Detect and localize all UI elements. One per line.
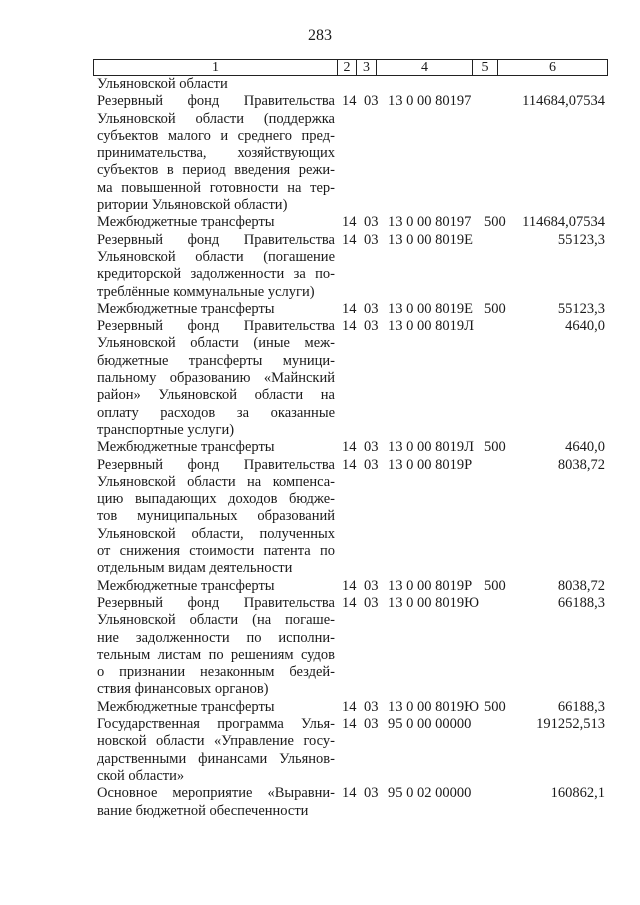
- target-article-code: 13 0 00 8019Л: [388, 439, 474, 456]
- section-code: 14: [342, 300, 357, 317]
- row-description: [97, 301, 335, 318]
- description-line: Межбюджетные трансферты: [97, 577, 275, 594]
- row-description: [97, 578, 335, 595]
- section-code: 14: [342, 716, 357, 733]
- subsection-code: 03: [364, 698, 379, 715]
- description-line: Резервный фонд Правительства: [97, 231, 335, 248]
- amount: 55123,3: [557, 231, 605, 248]
- row-description: [97, 699, 335, 716]
- row-description: [97, 595, 335, 699]
- description-line: Ульяновской области (на погаше-: [97, 612, 335, 629]
- target-article-code: 13 0 00 8019Р: [388, 456, 473, 473]
- column-header-5: 5: [473, 60, 498, 76]
- description-line: Межбюджетные трансферты: [97, 214, 275, 231]
- description-line: тельным листам по решениям судов: [97, 646, 335, 663]
- target-article-code: 13 0 00 8019Ю: [388, 595, 480, 611]
- column-header-6: 6: [498, 60, 608, 76]
- row-description: [97, 232, 335, 301]
- section-code: 14: [342, 456, 357, 473]
- subsection-code: 03: [364, 93, 379, 110]
- target-article-code: 13 0 00 80197: [388, 214, 472, 231]
- target-article-code: 13 0 00 8019Ю: [388, 698, 480, 715]
- description-line: ской области»: [97, 767, 185, 784]
- row-description: [97, 785, 335, 820]
- description-line: субъектов малого и среднего пред-: [97, 127, 335, 144]
- description-line: Ульяновской области (иные меж-: [97, 335, 335, 352]
- description-line: Основное мероприятие «Выравни-: [97, 785, 335, 802]
- amount: 160862,1: [550, 785, 605, 802]
- target-article-code: 13 0 00 8019Е: [388, 300, 473, 317]
- description-line: Ульяновской области (погашение: [97, 248, 335, 265]
- expense-type-code: 500: [484, 214, 506, 231]
- description-line: пальному образованию «Майнский: [97, 370, 335, 387]
- amount: 66188,3: [557, 698, 605, 715]
- description-line: субъектов в период введения режи-: [97, 162, 335, 179]
- subsection-code: 03: [364, 785, 379, 802]
- row-description: [97, 93, 335, 214]
- description-line: кредиторской задолженности за по-: [97, 266, 335, 283]
- description-line: от снижения стоимости патента по: [97, 543, 335, 560]
- amount: 4640,0: [565, 318, 605, 335]
- row-description: [97, 439, 335, 456]
- description-line: Резервный фонд Правительства: [97, 93, 335, 110]
- row-description: [97, 716, 335, 785]
- amount: 114684,07534: [522, 93, 605, 110]
- section-code: 14: [342, 214, 357, 231]
- expense-type-code: 500: [484, 698, 506, 715]
- row-description: [97, 76, 335, 93]
- subsection-code: 03: [364, 231, 379, 248]
- row-description: [97, 214, 335, 231]
- expense-type-code: 500: [484, 439, 506, 456]
- column-header-3: 3: [357, 60, 377, 76]
- description-line: Ульяновской области: [97, 76, 228, 92]
- subsection-code: 03: [364, 439, 379, 456]
- description-line: район» Ульяновской области на: [97, 387, 335, 404]
- column-header-1: 1: [94, 60, 338, 76]
- section-code: 14: [342, 93, 357, 110]
- column-header-table: [93, 59, 608, 76]
- column-header-4: 4: [377, 60, 473, 76]
- description-line: цию выпадающих доходов бюдже-: [97, 491, 335, 508]
- page-number: 283: [308, 27, 332, 44]
- row-description: [97, 457, 335, 578]
- description-line: Межбюджетные трансферты: [97, 439, 275, 456]
- amount: 66188,3: [557, 595, 605, 611]
- description-line: новской области «Управление госу-: [97, 733, 335, 750]
- amount: 114684,07534: [522, 214, 605, 231]
- description-line: Резервный фонд Правительства: [97, 456, 335, 473]
- description-line: Межбюджетные трансферты: [97, 300, 275, 317]
- section-code: 14: [342, 318, 357, 335]
- amount: 8038,72: [557, 456, 605, 473]
- description-line: тов муниципальных образований: [97, 508, 335, 525]
- description-line: ствия финансовых органов): [97, 681, 269, 698]
- description-line: ритории Ульяновской области): [97, 197, 288, 214]
- description-line: принимательства, хозяйствующих: [97, 145, 335, 162]
- section-code: 14: [342, 785, 357, 802]
- description-line: Межбюджетные трансферты: [97, 698, 275, 715]
- description-line: вание бюджетной обеспеченности: [97, 802, 309, 819]
- description-line: Резервный фонд Правительства: [97, 318, 335, 335]
- expense-type-code: 500: [484, 577, 506, 594]
- description-line: дарственными финансами Ульянов-: [97, 750, 335, 767]
- subsection-code: 03: [364, 577, 379, 594]
- target-article-code: 95 0 02 00000: [388, 785, 472, 802]
- section-code: 14: [342, 577, 357, 594]
- amount: 55123,3: [557, 300, 605, 317]
- section-code: 14: [342, 595, 357, 611]
- target-article-code: 13 0 00 80197: [388, 93, 472, 110]
- target-article-code: 13 0 00 8019Л: [388, 318, 474, 335]
- subsection-code: 03: [364, 456, 379, 473]
- target-article-code: 13 0 00 8019Е: [388, 231, 473, 248]
- description-line: треблённые коммунальные услуги): [97, 283, 315, 300]
- column-header-2: 2: [338, 60, 357, 76]
- subsection-code: 03: [364, 595, 379, 611]
- description-line: Ульяновской области на компенса-: [97, 473, 335, 490]
- description-line: транспортные услуги): [97, 421, 235, 438]
- amount: 8038,72: [557, 577, 605, 594]
- section-code: 14: [342, 698, 357, 715]
- description-line: ма повышенной готовности на тер-: [97, 179, 335, 196]
- subsection-code: 03: [364, 300, 379, 317]
- expense-type-code: 500: [484, 300, 506, 317]
- amount: 191252,513: [536, 716, 605, 733]
- target-article-code: 13 0 00 8019Р: [388, 577, 473, 594]
- description-line: бюджетные трансферты муници-: [97, 352, 335, 369]
- row-description: [97, 318, 335, 439]
- target-article-code: 95 0 00 00000: [388, 716, 472, 733]
- amount: 4640,0: [565, 439, 605, 456]
- subsection-code: 03: [364, 318, 379, 335]
- description-line: Государственная программа Улья-: [97, 716, 335, 733]
- section-code: 14: [342, 231, 357, 248]
- description-line: о признании незаконным бездей-: [97, 664, 335, 681]
- subsection-code: 03: [364, 214, 379, 231]
- description-line: Ульяновской области, полученных: [97, 525, 335, 542]
- description-line: отдельным видам деятельности: [97, 560, 293, 577]
- description-line: оплату расходов за оказанные: [97, 404, 335, 421]
- subsection-code: 03: [364, 716, 379, 733]
- description-line: Ульяновской области (поддержка: [97, 110, 335, 127]
- section-code: 14: [342, 439, 357, 456]
- description-line: Резервный фонд Правительства: [97, 595, 335, 611]
- description-line: ние задолженности по исполни-: [97, 629, 335, 646]
